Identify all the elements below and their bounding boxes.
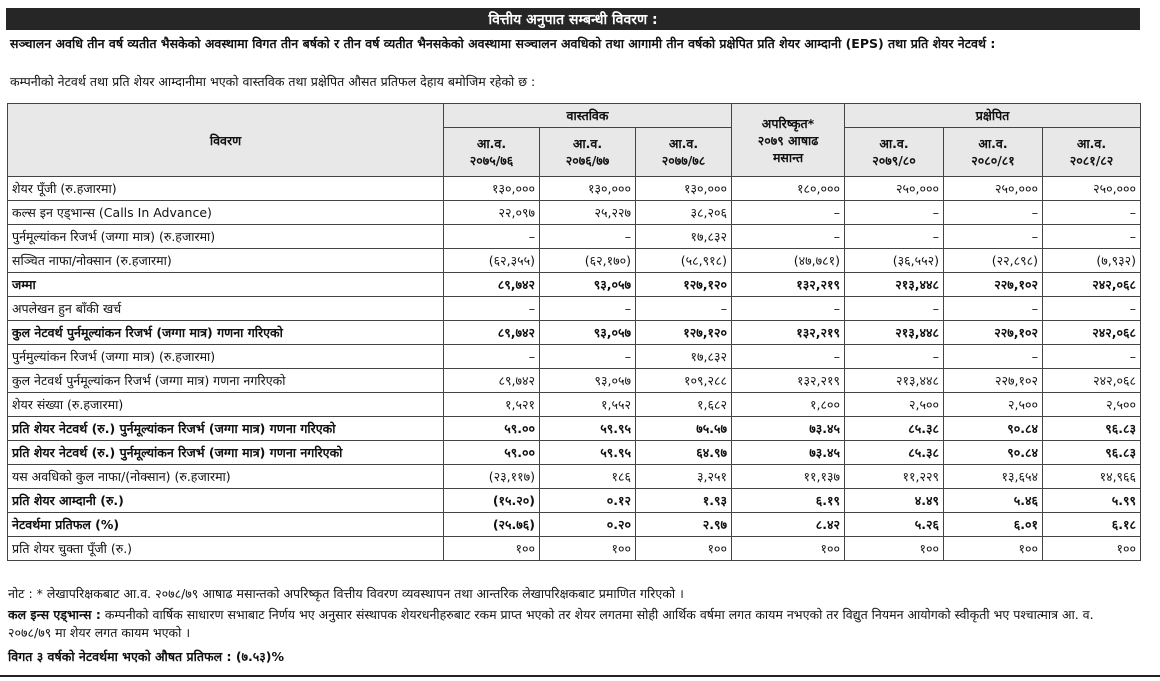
row-value: – [444,225,540,249]
row-value: २५०,००० [1043,177,1141,201]
row-label: प्रति शेयर आम्दानी (रु.) [8,489,444,513]
row-value: १३०,००० [444,177,540,201]
table-body [8,177,1141,561]
row-value: १,५५२ [540,393,636,417]
financial-ratio-table [7,103,1141,561]
row-value: ९०.८४ [944,441,1043,465]
row-value: १०० [845,537,944,561]
row-label: कुल नेटवर्थ पुर्नमूल्यांकन रिजर्भ (जग्गा मात्र) गणना नगरिएको [8,369,444,393]
row-value: २,५०० [944,393,1043,417]
row-label: प्रति शेयर नेटवर्थ (रु.) पुर्नमूल्यांकन रिजर्भ (जग्गा मात्र) गणना गरिएको [8,417,444,441]
row-value: २२,०९७ [444,201,540,225]
row-value: – [540,225,636,249]
table-row [8,393,1141,417]
note-calls-in-advance [8,606,1140,642]
row-label: प्रति शेयर चुक्ता पूँजी (रु.) [8,537,444,561]
row-value: १२७,१२० [636,321,732,345]
row-value: ९३,०५७ [540,273,636,297]
header-unaudited-label: अपरिष्कृत* [761,115,815,131]
row-value: (२५.७६) [444,513,540,537]
row-value: १०० [444,537,540,561]
row-value: – [1043,297,1141,321]
row-value: १०९,२८८ [636,369,732,393]
row-value: ८५.३८ [845,441,944,465]
row-value: – [1043,345,1141,369]
row-value: ६.०१ [944,513,1043,537]
row-value: (१५.२०) [444,489,540,513]
row-value: ६४.९७ [636,441,732,465]
table-row [8,225,1141,249]
row-label: शेयर पूँजी (रु.हजारमा) [8,177,444,201]
row-value: (३६,५५२) [845,249,944,273]
row-label: यस अवधिको कुल नाफा/(नोक्सान) (रु.हजारमा) [8,465,444,489]
row-label: कल्स इन एड्भान्स (Calls In Advance) [8,201,444,225]
row-value: ११,२२९ [845,465,944,489]
row-value: ७३.४५ [732,441,845,465]
row-value: – [1043,201,1141,225]
table-row [8,537,1141,561]
row-value: – [732,297,845,321]
row-value: १४,९६६ [1043,465,1141,489]
bottom-rule [0,675,1160,677]
intro-paragraph-2: कम्पनीको नेटवर्थ तथा प्रति शेयर आम्दानीमा भएको वास्तविक तथा प्रक्षेपित औसत प्रतिफल देहाय बमोजिम रहेको छ : [10,74,536,89]
row-value: ३,२५१ [636,465,732,489]
row-value: – [845,345,944,369]
row-value: १८६ [540,465,636,489]
period-line2: २०८०/८१ [971,153,1015,168]
note-calls-in-advance-body: कम्पनीको वार्षिक साधारण सभाबाट निर्णय भए अनुसार संस्थापक शेयरधनीहरुबाट रकम प्राप्त भएको तर शेयर लगतमा सोही आर्थिक वर्षमा लगत कायम नभएको तर विद्युत नियमन आयोगको स्वीकृती भए पश्चात्मात्र आ. व. २०७८/७९ मा शेयर लगत कायम भएको । [8,607,1094,640]
section-title [6,8,1140,30]
row-value: २,५०० [845,393,944,417]
row-label: सञ्चित नाफा/नोक्सान (रु.हजारमा) [8,249,444,273]
table-row [8,489,1141,513]
row-value: ७५.५७ [636,417,732,441]
row-value: ९३,०५७ [540,321,636,345]
table-row [8,321,1141,345]
period-line1: आ.व. [978,136,1008,151]
row-value: २,५०० [1043,393,1141,417]
row-value: ५९.९५ [540,441,636,465]
header-description: विवरण [8,104,444,177]
row-value: ८९,७४२ [444,369,540,393]
row-value: – [540,297,636,321]
header-period [1043,128,1141,177]
row-value: १,८०० [732,393,845,417]
row-value: (६२,१७०) [540,249,636,273]
row-value: ४.४९ [845,489,944,513]
row-value: (४७,७८१) [732,249,845,273]
period-line1: आ.व. [879,136,909,151]
period-line2: २०७५/७६ [469,153,514,168]
row-value: – [845,201,944,225]
row-value: – [732,201,845,225]
table-header-row-1 [8,104,1141,128]
table-row [8,369,1141,393]
table-row [8,441,1141,465]
table-row [8,273,1141,297]
row-value: १७,८३२ [636,345,732,369]
row-value: २५,२२७ [540,201,636,225]
row-value: २४२,०६८ [1043,369,1141,393]
row-value: ८९,७४२ [444,273,540,297]
row-value: २५०,००० [845,177,944,201]
row-value: १२७,१२० [636,273,732,297]
row-label: नेटवर्थमा प्रतिफल (%) [8,513,444,537]
row-value: ८५.३८ [845,417,944,441]
row-value: ६.१९ [732,489,845,513]
row-value: ६.१८ [1043,513,1141,537]
row-value: १३२,२१९ [732,273,845,297]
period-line2: मसान्त [772,149,804,165]
row-value: १०० [540,537,636,561]
row-value: (५८,९१८) [636,249,732,273]
row-value: २४२,०६८ [1043,273,1141,297]
row-value: १०० [944,537,1043,561]
row-value: ९३,०५७ [540,369,636,393]
row-value: २२७,१०२ [944,369,1043,393]
row-value: ५.२६ [845,513,944,537]
header-period [944,128,1043,177]
row-value: ९६.८३ [1043,441,1141,465]
table-row [8,345,1141,369]
period-line1: आ.व. [572,136,603,151]
row-value: २२७,१०२ [944,273,1043,297]
header-unaudited [732,104,845,177]
row-value: ९०.८४ [944,417,1043,441]
row-value: १७,८३२ [636,225,732,249]
row-label: जम्मा [8,273,444,297]
period-line1: २०७९ आषाढ [757,132,819,148]
table-row [8,201,1141,225]
section-title-text: वित्तीय अनुपात सम्बन्धी विवरण : [488,11,658,28]
row-value: १०० [1043,537,1141,561]
note-calls-in-advance-lead: कल इन्स एड्भान्स : [8,607,101,622]
row-value: ०.१२ [540,489,636,513]
row-value: २१३,४४८ [845,369,944,393]
row-value: १३२,२१९ [732,369,845,393]
row-value: ९६.८३ [1043,417,1141,441]
row-value: – [845,225,944,249]
row-value: ३८,२०६ [636,201,732,225]
row-value: – [444,297,540,321]
period-line1: आ.व. [668,136,699,151]
row-value: ५.९९ [1043,489,1141,513]
row-value: ८.४२ [732,513,845,537]
period-line1: आ.व. [476,136,507,151]
row-value: (६२,३५५) [444,249,540,273]
header-period [636,128,732,177]
row-value: (२३,११७) [444,465,540,489]
row-value: १,६८२ [636,393,732,417]
period-line2: २०८१/८२ [1069,153,1114,168]
row-value: २१३,४४८ [845,273,944,297]
row-value: – [845,297,944,321]
row-value: (७,९३२) [1043,249,1141,273]
row-label: पुर्नमुल्यांकन रिजर्भ (जग्गा मात्र) (रु.हजारमा) [8,345,444,369]
note-average-return: विगत ३ वर्षको नेटवर्थमा भएको औषत प्रतिफल : (७.५३)% [8,649,285,664]
row-value: ७३.४५ [732,417,845,441]
row-label: शेयर संख्या (रु.हजारमा) [8,393,444,417]
row-value: – [444,345,540,369]
note-unaudited: नोट : * लेखापरिक्षकबाट आ.व. २०७८/७९ आषाढ मसान्तको अपरिष्कृत वित्तीय विवरण व्यवस्थापन तथा आन्तरिक लेखापरिक्षकबाट प्रमाणित गरिएको । [8,586,684,601]
row-value: १३०,००० [540,177,636,201]
row-value: – [732,225,845,249]
table-row [8,297,1141,321]
row-value: २२७,१०२ [944,321,1043,345]
row-value: – [732,345,845,369]
row-value: १८०,००० [732,177,845,201]
row-value: ५९.०० [444,417,540,441]
row-value: ५.४६ [944,489,1043,513]
row-value: – [944,201,1043,225]
row-value: २.९७ [636,513,732,537]
header-period [845,128,944,177]
header-actual: वास्तविक [444,104,732,128]
table-row [8,465,1141,489]
row-value: (२२,८९८) [944,249,1043,273]
intro-paragraph-1: सञ्चालन अवधि तीन वर्ष व्यतीत भैसकेको अवस्थामा विगत तीन बर्षको र तीन वर्ष व्यतीत भैनसकेको अवस्थामा सञ्चालन अवधिको तथा आगामी तीन वर्षको प्रक्षेपित प्रति शेयर आम्दानी (EPS) तथा प्रति शेयर नेटवर्थ : [10,36,996,51]
row-value: ०.२० [540,513,636,537]
row-value: १३२,२१९ [732,321,845,345]
row-label: कुल नेटवर्थ पुर्नमूल्यांकन रिजर्भ (जग्गा मात्र) गणना गरिएको [8,321,444,345]
row-value: २१३,४४८ [845,321,944,345]
row-value: ८९,७४२ [444,321,540,345]
period-line1: आ.व. [1076,136,1107,151]
row-value: १०० [636,537,732,561]
row-value: १,५२१ [444,393,540,417]
table-row [8,177,1141,201]
row-value: १३०,००० [636,177,732,201]
table-row [8,417,1141,441]
row-label: पुर्नमूल्यांकन रिजर्भ (जग्गा मात्र) (रु.हजारमा) [8,225,444,249]
row-value: १३,६५४ [944,465,1043,489]
row-value: १.९३ [636,489,732,513]
row-value: – [636,297,732,321]
row-value: – [944,297,1043,321]
period-line2: २०७७/७८ [661,153,706,168]
row-value: – [1043,225,1141,249]
row-value: २४२,०६८ [1043,321,1141,345]
row-value: ५९.९५ [540,417,636,441]
row-value: १०० [732,537,845,561]
table-row [8,513,1141,537]
header-projected: प्रक्षेपित [845,104,1141,128]
row-value: ५९.०० [444,441,540,465]
header-period [444,128,540,177]
header-period [540,128,636,177]
period-line2: २०७९/८० [872,153,916,168]
row-value: ११,१३७ [732,465,845,489]
row-label: अपलेखन हुन बाँकी खर्च [8,297,444,321]
table-row [8,249,1141,273]
row-value: – [944,225,1043,249]
row-label: प्रति शेयर नेटवर्थ (रु.) पुर्नमूल्यांकन रिजर्भ (जग्गा मात्र) गणना नगरिएको [8,441,444,465]
row-value: २५०,००० [944,177,1043,201]
period-line2: २०७६/७७ [565,153,610,168]
row-value: – [540,345,636,369]
row-value: – [944,345,1043,369]
